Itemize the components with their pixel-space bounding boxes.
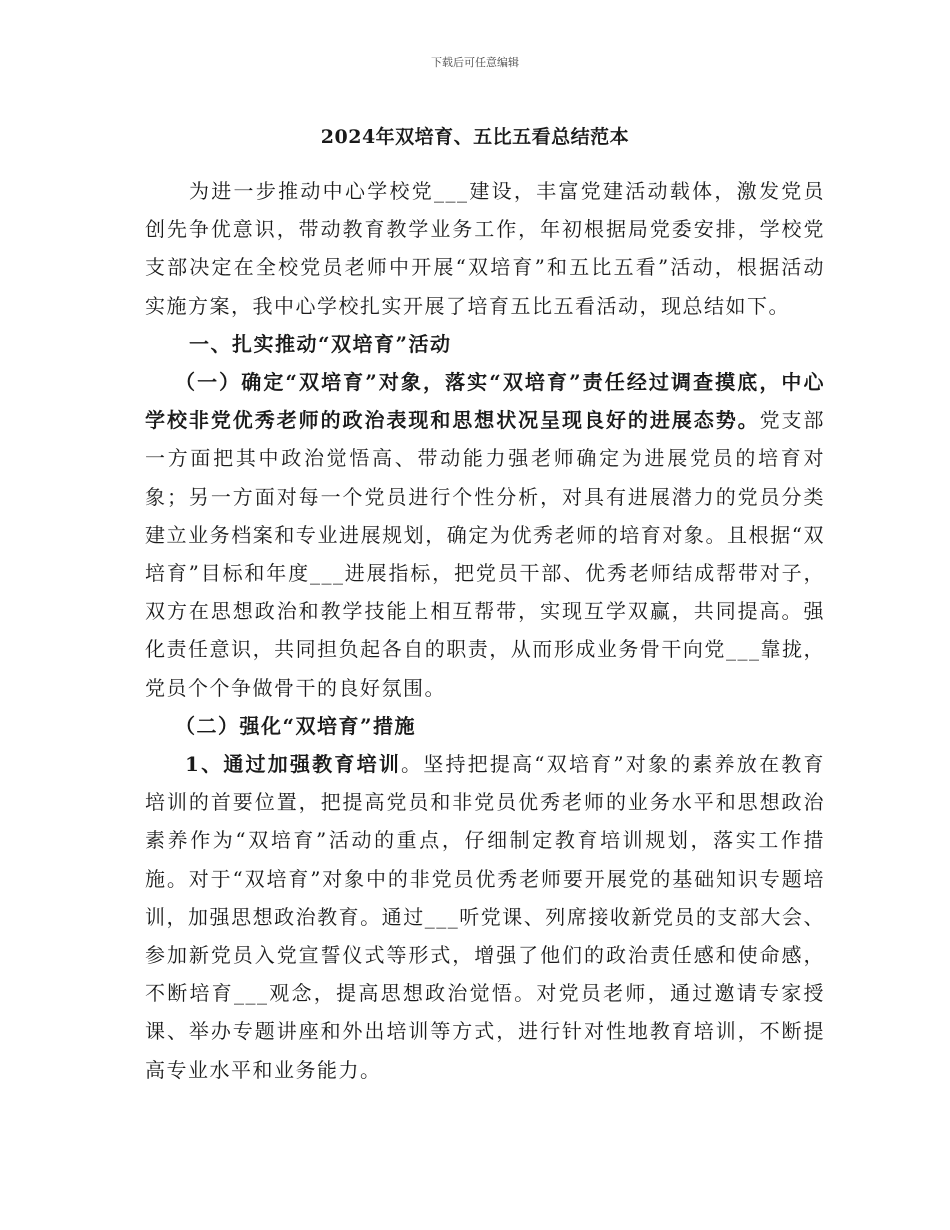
document-title: 2024年双培育、五比五看总结范本 [320,126,630,148]
item-1-text: 。坚持把提高“双培育”对象的素养放在教育培训的首要位置，把提高党员和非党员优秀老师的业务水平和思想政治素养作为“双培育”活动的重点，仔细制定教育培训规划，落实工作措施。对于“双培育”对象中的非党员优秀老师要开展党的基础知识专题培训，加强思想政治教育。通过___听党课、列席接收新党员的支部大会、参加新党员入党宣誓仪式等形式，增强了他们的政治责任感和使命感，不断培育___观念，提高思想政治觉悟。对党员老师，通过邀请专家授课、举办专题讲座和外出培训等方式，进行针对性地教育培训，不断提高专业水平和业务能力。 [145,752,825,1082]
section-1-2-heading: （二）强化“双培育”措施 [175,713,417,738]
section-1-1-text: 党支部一方面把其中政治觉悟高、带动能力强老师确定为进展党员的培育对象；另一方面对每一个党员进行个性分析，对具有进展潜力的党员分类建立业务档案和专业进展规划，确定为优秀老师的培育对象。且根据“双培育”目标和年度___进展指标，把党员干部、优秀老师结成帮带对子，双方在思想政治和教学技能上相互帮带，实现互学双赢，共同提高。强化责任意识，共同担负起各自的职责，从而形成业务骨干向党___靠拢，党员个个争做骨干的良好氛围。 [145,408,826,700]
intro-paragraph: 为进一步推动中心学校党___建设，丰富党建活动载体，激发党员创先争优意识，带动教育教学业务工作，年初根据局党委安排，学校党支部决定在全校党员老师中开展“双培育”和五比五看”活动，根据活动实施方案，我中心学校扎实开展了培育五比五看活动，现总结如下。 [145,179,825,318]
section-1-2-item-1-paragraph [145,745,825,1089]
page-header-note: 下载后可任意编辑 [431,56,519,69]
section-1-1-heading: （一）确定“双培育”对象，落实“双培育”责任经过调查摸底，中心学校非党优秀老师的政治表现和思想状况呈现良好的进展态势。 [145,370,825,433]
document-body [145,172,825,1089]
section-1-heading: 一、扎实推动“双培育”活动 [189,331,452,356]
item-1-heading: 1、通过加强教育培训 [185,752,402,777]
section-1-1-paragraph [145,363,825,707]
